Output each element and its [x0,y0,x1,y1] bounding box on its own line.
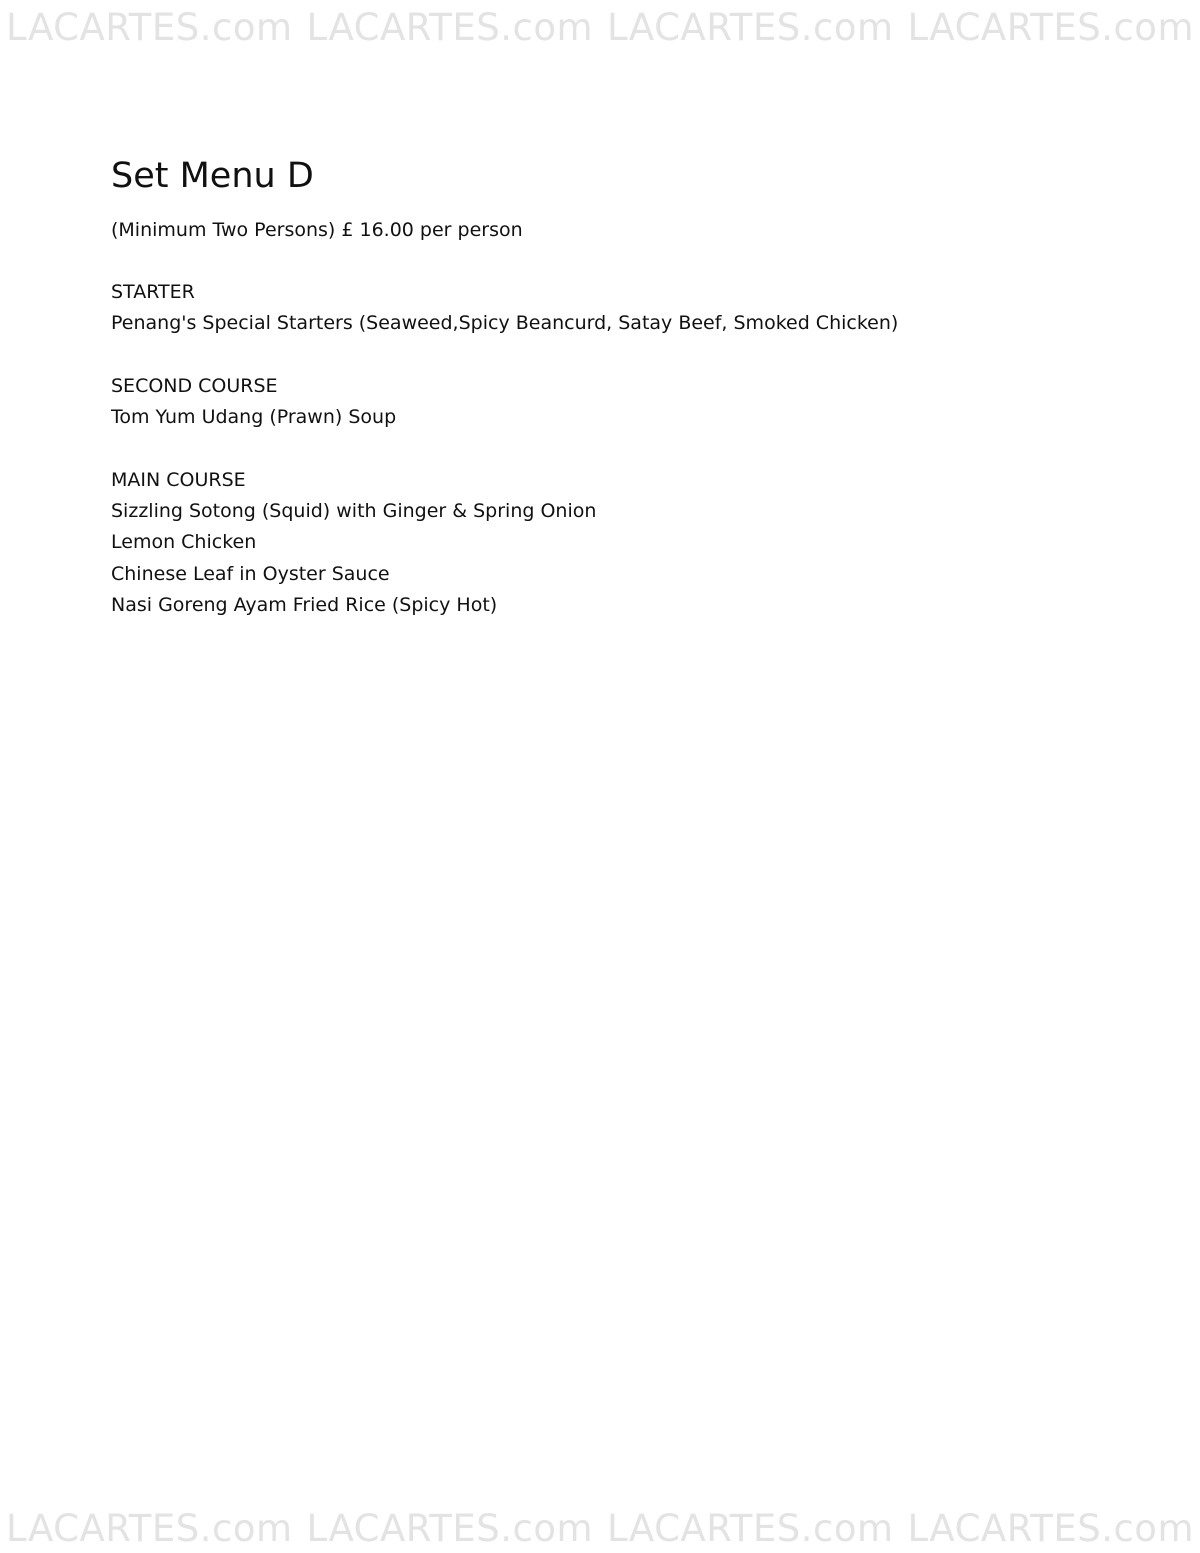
menu-item: Tom Yum Udang (Prawn) Soup [111,406,397,429]
watermark-text: LACARTES.com [907,5,1194,49]
menu-item: Nasi Goreng Ayam Fried Rice (Spicy Hot) [111,594,498,617]
menu-document [111,150,1111,622]
menu-item: Lemon Chicken [111,531,257,554]
watermark-text: LACARTES.com [306,5,594,49]
watermark-text: LACARTES.com [606,1506,894,1550]
watermark-text: LACARTES.com [6,5,293,49]
menu-item: Chinese Leaf in Oyster Sauce [111,562,390,585]
section-second-course [111,371,1111,434]
watermark-text: LACARTES.com [907,1506,1194,1550]
section-heading: SECOND COURSE [111,374,278,397]
menu-item: Sizzling Sotong (Squid) with Ginger & Spring Onion [111,500,597,523]
section-main-course [111,465,1111,622]
section-starter [111,277,1111,340]
watermark-bottom [0,1503,1200,1553]
watermark-top [0,2,1200,52]
page-title: Set Menu D [111,156,314,196]
section-heading: STARTER [111,281,195,303]
watermark-text: LACARTES.com [606,5,894,49]
section-heading: MAIN COURSE [111,468,246,491]
menu-price-note: (Minimum Two Persons) £ 16.00 per person [111,219,523,241]
watermark-text: LACARTES.com [6,1506,293,1550]
menu-item: Penang's Special Starters (Seaweed,Spicy Beancurd, Satay Beef, Smoked Chicken) [111,312,899,335]
watermark-text: LACARTES.com [306,1506,594,1550]
